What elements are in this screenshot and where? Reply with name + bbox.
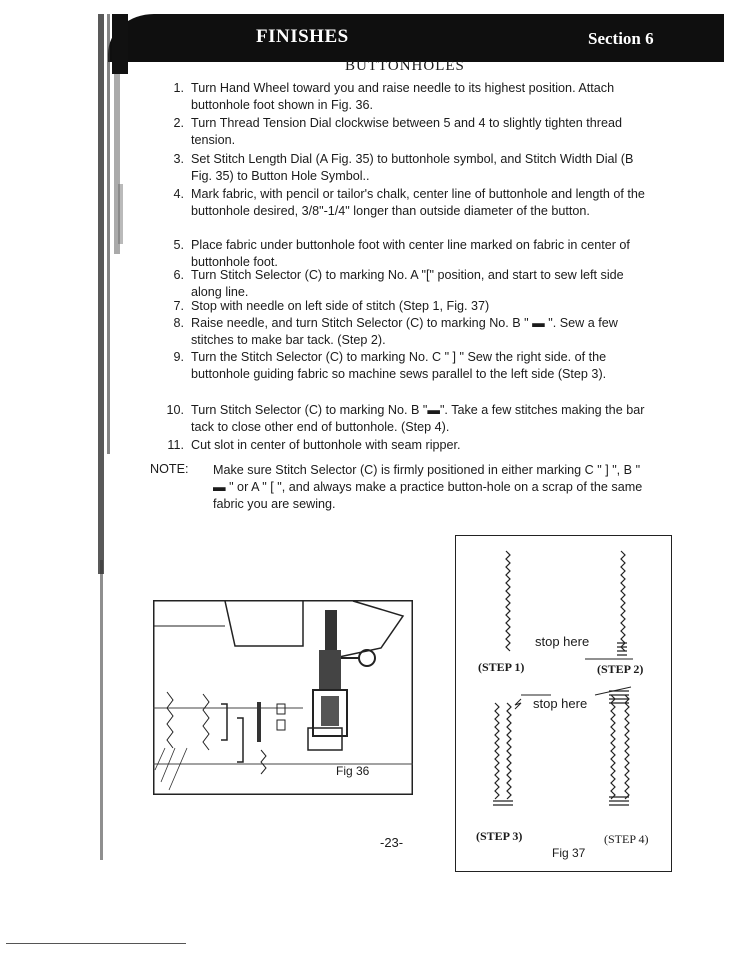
section-label: Section 6	[588, 29, 654, 48]
step-label: (STEP 4)	[604, 832, 649, 846]
step-label: (STEP 1)	[478, 660, 525, 674]
figure-caption: Fig 37	[552, 846, 586, 860]
step-label: (STEP 2)	[597, 662, 644, 676]
scan-edge-decoration	[98, 14, 134, 574]
note-text: Make sure Stitch Selector (C) is firmly positioned in either marking C " ] ", B " ▬ " or A " [ ", and always make a practice button-hole on a scrap of the same fabric you are sewing.	[213, 463, 643, 511]
note-label: NOTE:	[150, 462, 189, 476]
figure-caption: Fig 36	[336, 764, 370, 778]
annotation: stop here	[535, 634, 590, 649]
annotation: stop here	[533, 696, 588, 711]
page-number: -23-	[380, 835, 404, 850]
scan-edge-line	[100, 560, 103, 860]
page-title: FINISHES	[256, 26, 349, 47]
buttonhole-foot-illustration	[153, 600, 413, 795]
divider	[6, 943, 186, 944]
step-label: (STEP 3)	[476, 829, 523, 843]
subtitle: BUTTONHOLES	[345, 58, 465, 74]
